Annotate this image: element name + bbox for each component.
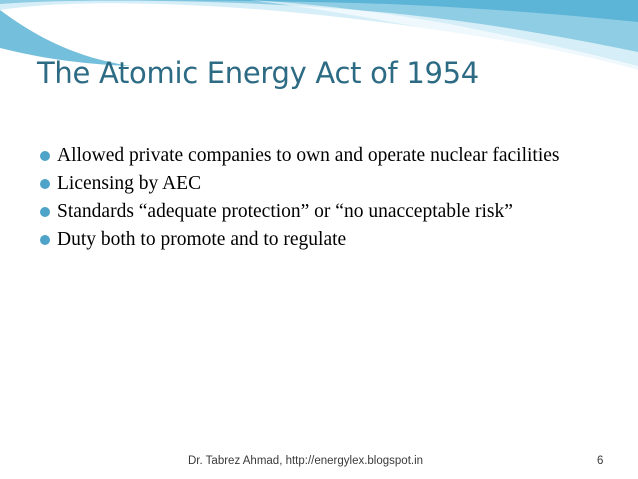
bullet-dot-icon	[40, 179, 50, 189]
bullet-list	[38, 143, 608, 255]
bullet-dot-icon	[40, 235, 50, 245]
bullet-item	[38, 199, 608, 224]
bullet-text: Standards “adequate protection” or “no unacceptable risk”	[57, 201, 513, 222]
bullet-dot-icon	[40, 207, 50, 217]
bullet-text: Duty both to promote and to regulate	[57, 229, 347, 250]
bullet-text: Allowed private companies to own and operate nuclear facilities	[57, 145, 560, 166]
slide-title: The Atomic Energy Act of 1954	[37, 56, 479, 90]
bullet-item	[38, 143, 608, 168]
bullet-dot-icon	[40, 151, 50, 161]
bullet-item	[38, 171, 608, 196]
footer-credit: Dr. Tabrez Ahmad, http://energylex.blogspot.in	[188, 455, 424, 467]
page-number: 6	[597, 455, 604, 467]
bullet-text: Licensing by AEC	[57, 173, 202, 194]
bullet-item	[38, 227, 608, 252]
